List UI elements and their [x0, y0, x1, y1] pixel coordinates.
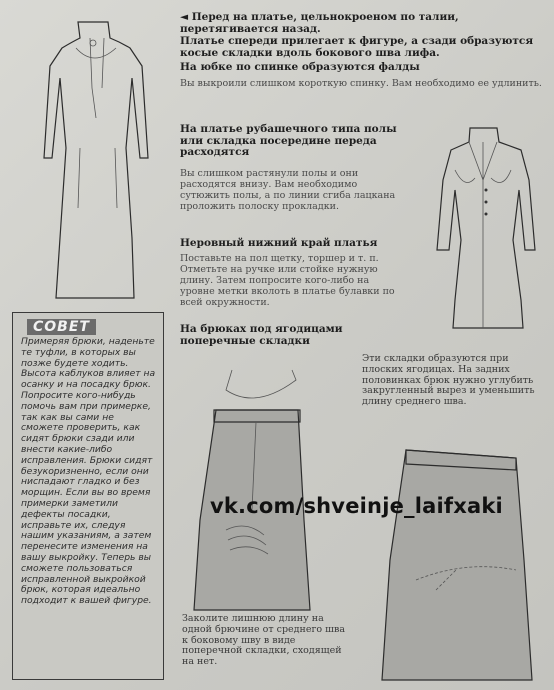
section-1-heading: ◄ Перед на платье, цельнокроеном по талии, перетягивается назад.	[180, 11, 459, 35]
section-2-body: Вы слишком растянули полы и они расходятся внизу. Вам необходимо сутюжить полы, а по линии сгиба лацкана проложить полоску прокладки.	[180, 168, 396, 212]
tip-box	[12, 312, 164, 680]
section-3-body: Поставьте на пол щетку, торшер и т. п. Отметьте на ручке или стойке нужную длину. Затем попросите кого-либо на уровне метки вколоть в платье булавки по всей окружности.	[180, 253, 395, 308]
tip-title: СОВЕТ	[27, 319, 96, 335]
watermark-text: vk.com/shveinje_laifxaki	[210, 494, 503, 518]
trousers-left-illustration	[186, 370, 314, 610]
section-3-heading: Неровный нижний край платья	[180, 237, 378, 249]
section-4-heading: На брюках под ягодицами поперечные складки	[180, 323, 343, 347]
section-1-heading-2: Платье спереди прилегает к фигуре, а сзади образуются косые складки вдоль бокового шва лифа.	[180, 35, 534, 59]
dress-illustration	[20, 8, 170, 308]
caption-trousers-right: Эти складки образуются при плоских ягодицах. На задних половинках брюк нужно углубить закругленный вырез и уменьшить длину среднего шва.	[362, 353, 535, 408]
caption-trousers-left: Заколите лишнюю длину на одной брючине от среднего шва к боковому шву в виде поперечной складки, сходящей на нет.	[182, 613, 346, 668]
section-1-heading-3: На юбке по спинке образуются фалды	[180, 61, 420, 73]
trousers-right-illustration	[376, 440, 536, 680]
section-1-body: Вы выкроили слишком короткую спинку. Вам необходимо ее удлинить.	[180, 78, 542, 89]
shirt-dress-illustration	[425, 120, 545, 330]
section-2-heading: На платье рубашечного типа полы или складка посередине переда расходятся	[180, 123, 397, 158]
tip-text: Примеряя брюки, наденьте те туфли, в которых вы позже будете ходить. Высота каблуков влияет на осанку и на посадку брюк. Попросите кого-нибудь помочь вам при примерке, так как вы сами не сможете проверить, как сидят брюки сзади или внести какие-либо исправления. Брюки сидят безукоризненно, если они ниспадают гладко и без морщин. Если вы во время примерки заметили дефекты посадки, исправьте их, следуя нашим указаниям, а затем перенесите изменения на вашу выкройку. Теперь вы сможете пользоваться исправленной выкройкой брюк, которая идеально подходит к вашей фигуре.	[21, 336, 156, 607]
